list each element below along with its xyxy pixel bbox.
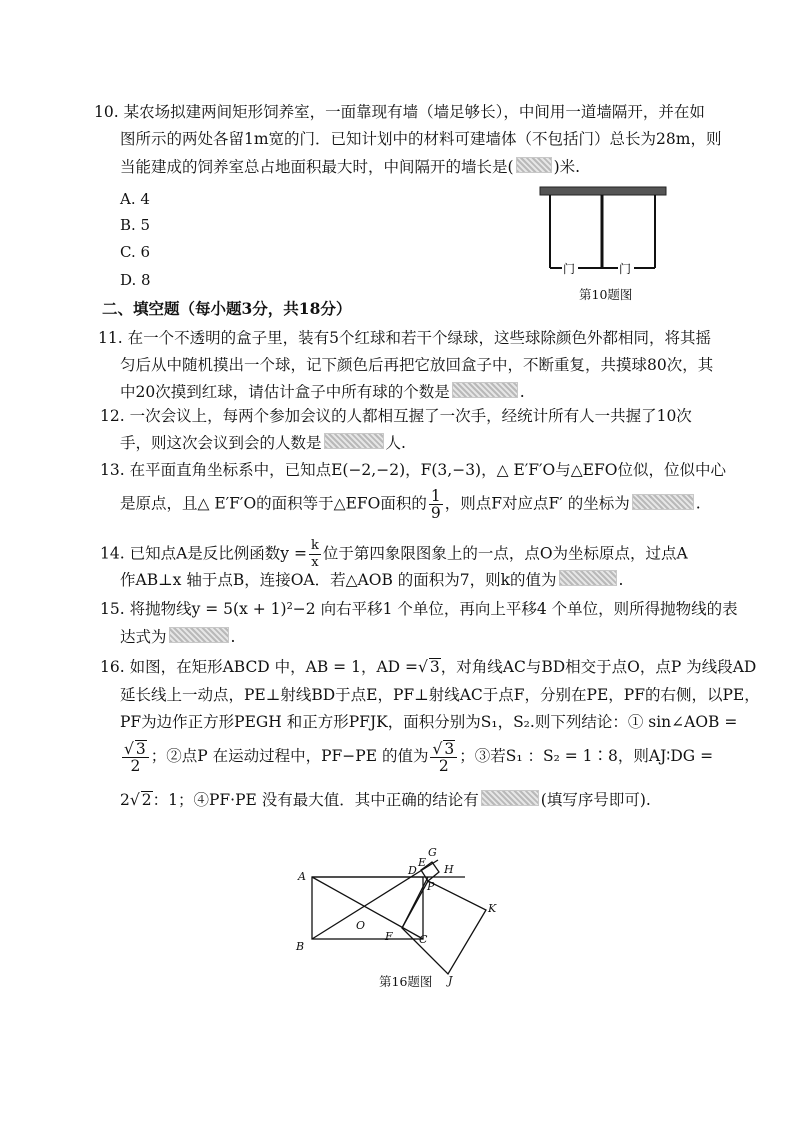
q10-line3-post: )米. (553, 158, 581, 176)
q14-line1-post: 位于第四象限图象上的一点，点O为坐标原点，过点A (322, 544, 688, 563)
q14-line2-pre: 作AB⊥x 轴于点B，连接OA．若△AOB 的面积为7，则k的值为 (120, 571, 557, 589)
q16-figure (290, 840, 510, 990)
q10-answer-blank (516, 157, 552, 173)
q16-figure-caption: 第16题图 (379, 974, 433, 989)
q16-line1-pre: 16. 如图，在矩形ABCD 中，AB = 1，AD = (100, 658, 418, 676)
section-fill-in-heading: 二、填空题（每小题3分，共18分） (102, 299, 352, 318)
q10-figure (530, 180, 670, 280)
q15-line2-post: . (230, 628, 236, 646)
q16-label-j: J (448, 974, 453, 987)
q16-fraction-1: $\frac{√ 3}{2}$ (122, 740, 149, 774)
q15-line2-pre: 达式为 (120, 628, 167, 646)
q16-fraction-2: $\frac{√ 3}{2}$ (430, 740, 457, 774)
q16-line5-mid: ：1；④PF·PE 没有最大值．其中正确的结论有 (152, 791, 479, 809)
q13-fraction: $\frac{1}{9}$ (430, 487, 441, 522)
q10-door-2: 门 (619, 262, 632, 276)
q10-line1: 10. 某农场拟建两间矩形饲养室，一面靠现有墙（墙足够长），中间用一道墙隔开，并在如 (94, 103, 705, 121)
q10-figure-caption: 第10题图 (579, 287, 633, 302)
q15-line2 (120, 626, 235, 648)
q16-line5 (120, 789, 651, 811)
q16-diagonal-bd (312, 860, 438, 939)
q16-line5-pre: 2 (120, 791, 130, 809)
q16-line4-b: ；③若S₁ ：S₂ = 1∶8，则AJ∶DG = (459, 747, 714, 765)
q16-square-pfjk (402, 881, 486, 974)
q15-answer-blank (169, 627, 229, 643)
q12-line2-post: 人. (385, 434, 406, 452)
q13-line2 (120, 488, 701, 521)
q16-line3: PF为边作正方形PEGH 和正方形PFJK，面积分别为S₁，S₂.则下列结论：① sin∠AOB = (120, 713, 738, 731)
q14-answer-blank (559, 570, 617, 586)
q14-line2-post: . (618, 571, 624, 589)
q16-line4-a: ；②点P 在运动过程中，PF−PE 的值为 (150, 747, 429, 765)
q10-option-a: A. 4 (120, 190, 150, 208)
q16-line4 (120, 740, 713, 774)
q11-line3-pre: 中20次摸到红球，请估计盒子中所有球的个数是 (120, 383, 450, 401)
q15-line1: 15. 将抛物线y = 5(x + 1)²−2 向右平移1 个单位，再向上平移4 个单位，则所得抛物线的表 (100, 600, 738, 618)
q10-option-b: B. 5 (120, 216, 151, 234)
q16-label-g: G (428, 846, 437, 859)
q14-line1-pre: 14. 已知点A是反比例函数y = (100, 544, 307, 563)
q14-fraction: $\frac{k}{x}$ (310, 538, 319, 570)
q16-label-c: C (419, 933, 428, 946)
q11-line3 (120, 381, 525, 403)
q10-option-d: D. 8 (120, 271, 151, 289)
q13-line1: 13. 在平面直角坐标系中，已知点E(−2,−2)，F(3,−3)，△ E′F′O与△EFO位似，位似中心 (100, 461, 726, 479)
q16-line2: 延长线上一动点，PE⊥射线BD于点E，PF⊥射线AC于点F，分别在PE，PF的右侧，以PE， (120, 686, 760, 704)
q12-line1: 12. 一次会议上，每两个参加会议的人都相互握了一次手，经统计所有人一共握了10次 (100, 407, 692, 425)
q16-label-d: D (408, 864, 417, 877)
q11-answer-blank (452, 382, 518, 398)
q13-line2-mid: ，则点F对应点F′ 的坐标为 (444, 494, 630, 513)
q10-option-c: C. 6 (120, 243, 151, 261)
q12-answer-blank (324, 433, 384, 449)
q16-label-h: H (444, 863, 454, 876)
q16-line5-post: (填写序号即可). (540, 791, 651, 809)
q12-line2-pre: 手，则这次会议到会的人数是 (120, 434, 322, 452)
q16-label-e: E (418, 856, 427, 869)
q13-answer-blank (632, 494, 694, 510)
q14-line2 (120, 569, 623, 591)
q16-label-k: K (488, 902, 497, 915)
q13-line2-pre: 是原点，且△ E′F′O的面积等于△EFO面积的 (120, 494, 427, 513)
q16-label-p: P (427, 880, 435, 893)
q16-label-f: F (385, 930, 393, 943)
q13-line2-post: . (695, 494, 701, 513)
q12-line2 (120, 432, 406, 454)
q16-label-o: O (356, 919, 366, 932)
q16-line1-post: ，对角线AC与BD相交于点O，点P 为线段AD (440, 658, 757, 676)
q16-answer-blank (481, 790, 539, 806)
q16-sqrt2: √ 2 (129, 791, 152, 809)
q14-line1 (100, 538, 688, 571)
q10-door-1: 门 (563, 262, 576, 276)
q11-line3-post: . (519, 383, 525, 401)
q16-label-b: B (296, 940, 305, 953)
q10-line2: 图所示的两处各留1m宽的门．已知计划中的材料可建墙体（不包括门）总长为28m，则 (120, 130, 722, 148)
q10-line3-pre: 当能建成的饲养室总占地面积最大时，中间隔开的墙长是( (120, 158, 514, 176)
q16-sqrt3: √ 3 (418, 658, 440, 676)
q11-line2: 匀后从中随机摸出一个球，记下颜色后再把它放回盒子中，不断重复，共摸球80次，其 (120, 356, 714, 374)
q10-line3 (120, 156, 580, 178)
q11-line1: 11. 在一个不透明的盒子里，装有5个红球和若干个绿球，这些球除颜色外都相同，将其摇 (98, 329, 711, 347)
q16-diagonal-ac (312, 877, 423, 939)
q16-line1 (100, 656, 756, 678)
q10-existing-wall (540, 187, 666, 195)
q16-label-a: A (298, 870, 306, 883)
